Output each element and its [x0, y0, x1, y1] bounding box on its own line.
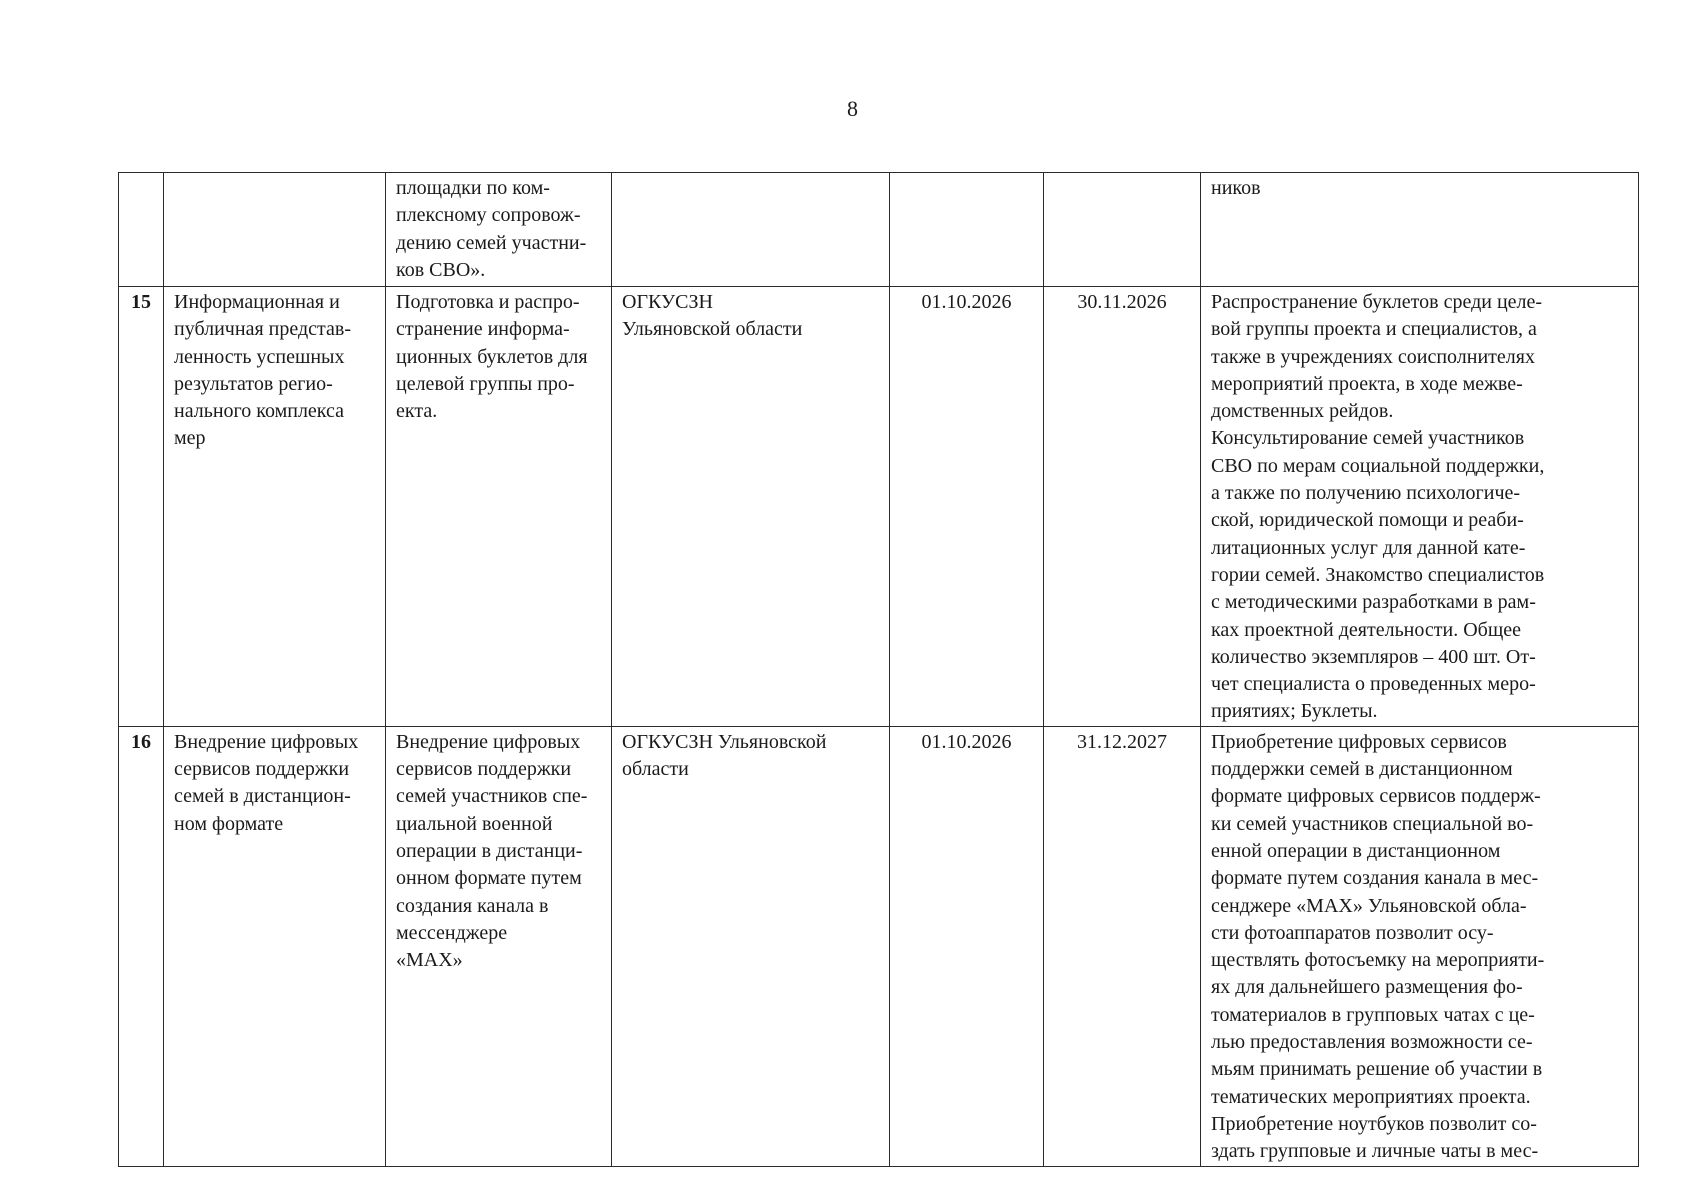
task-name-cell: Внедрение цифровых сервисов поддержки семей в дистанцион- ном формате: [164, 726, 386, 1166]
executor-cell: ОГКУСЗН Ульяновской области: [612, 726, 890, 1166]
table-row: [119, 726, 1639, 1166]
table-row: [119, 173, 1639, 287]
executor-cell: [612, 173, 890, 287]
end-date-cell: 30.11.2026: [1044, 287, 1201, 727]
result-cell: ников: [1201, 173, 1639, 287]
result-cell: Распространение буклетов среди целе- вой группы проекта и специалистов, а также в учреждениях соисполнителях мероприятий проекта, в ходе межве- домственных рейдов. Консультирование семей участников СВО по мерам социальной поддержки, а также по получению психологиче- ской, юридической помощи и реаби- литационных услуг для данной кате- гории семей. Знакомство специалистов с методическими разработками в рам- ках проектной деятельности. Общее количество экземпляров – 400 шт. От- чет специалиста о проведенных меро- приятиях; Буклеты.: [1201, 287, 1639, 727]
task-name-cell: Информационная и публичная представ- ленность успешных результатов регио- нального комплекса мер: [164, 287, 386, 727]
page-number: 8: [847, 96, 858, 121]
start-date-cell: [890, 173, 1044, 287]
table-row: [119, 287, 1639, 727]
event-cell: Внедрение цифровых сервисов поддержки семей участников спе- циальной военной операции в дистанци- онном формате путем создания канала в мессенджере «MAX»: [386, 726, 612, 1166]
row-number-cell: [119, 173, 164, 287]
event-cell: площадки по ком- плексному сопровож- дению семей участни- ков СВО».: [386, 173, 612, 287]
end-date-cell: 31.12.2027: [1044, 726, 1201, 1166]
end-date-cell: [1044, 173, 1201, 287]
start-date-cell: 01.10.2026: [890, 287, 1044, 727]
event-cell: Подготовка и распро- странение информа- ционных буклетов для целевой группы про- екта.: [386, 287, 612, 727]
start-date-cell: 01.10.2026: [890, 726, 1044, 1166]
row-number-cell: 15: [119, 287, 164, 727]
row-number-cell: 16: [119, 726, 164, 1166]
executor-cell: ОГКУСЗН Ульяновской области: [612, 287, 890, 727]
plan-table: [118, 172, 1639, 1167]
result-cell: Приобретение цифровых сервисов поддержки семей в дистанционном формате цифровых сервисов поддерж- ки семей участников специальной во- енной операции в дистанционном формате путем создания канала в мес- сенджере «MAX» Ульяновской обла- сти фотоаппаратов позволит осу- ществлять фотосъемку на мероприяти- ях для дальнейшего размещения фо- томатериалов в групповых чатах с це- лью предоставления возможности се- мьям принимать решение об участии в тематических мероприятиях проекта. Приобретение ноутбуков позволит со- здать групповые и личные чаты в мес-: [1201, 726, 1639, 1166]
task-name-cell: [164, 173, 386, 287]
